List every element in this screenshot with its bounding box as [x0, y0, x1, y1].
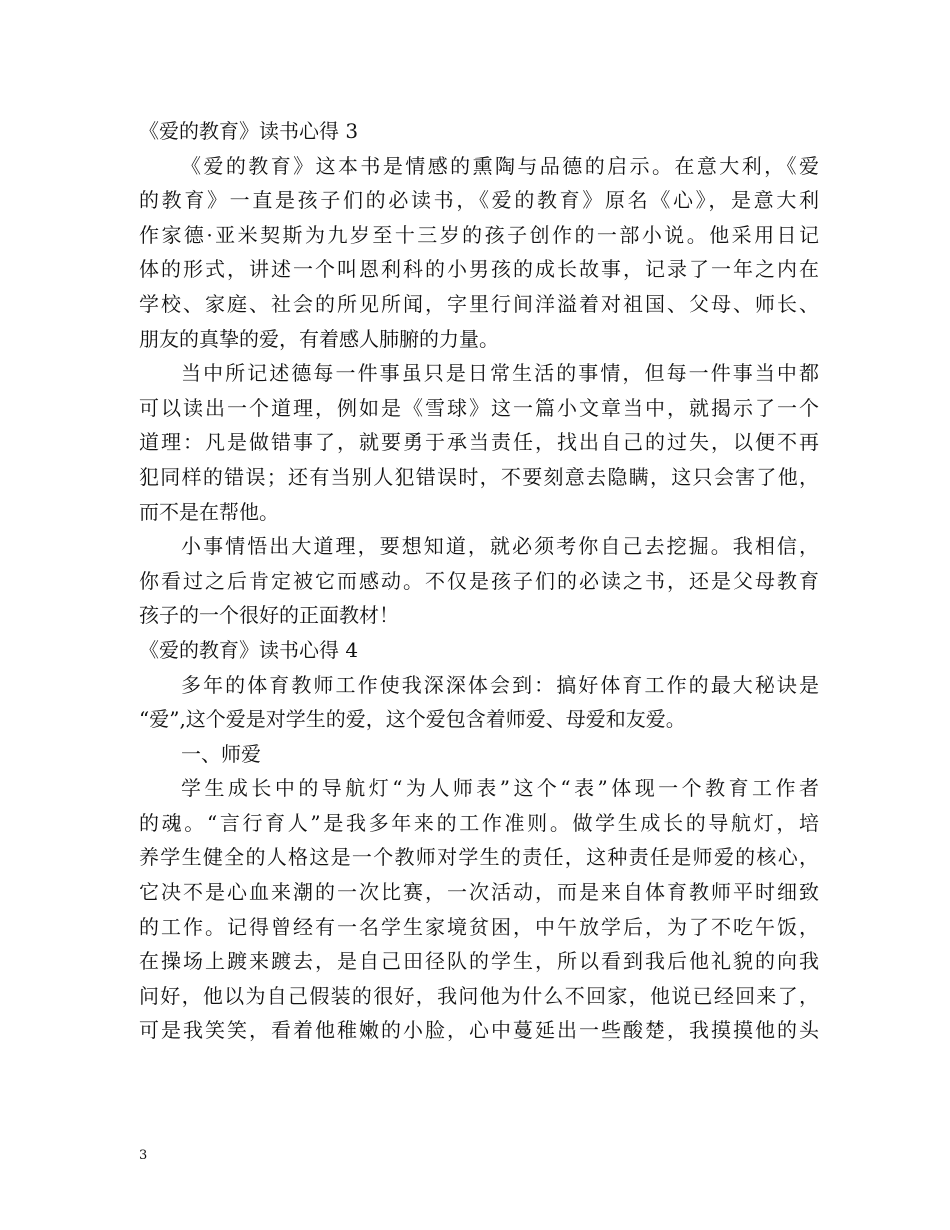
text-line: 小事情悟出大道理，要想知道，就必须考你自己去挖掘。我相信，	[181, 534, 819, 559]
text-line: 的工作。记得曾经有一名学生家境贫困，中午放学后，为了不吃午饭，	[139, 914, 819, 939]
text-line: 它决不是心血来潮的一次比赛，一次活动，而是来自体育教师平时细致	[139, 880, 819, 905]
text-line: 你看过之后肯定被它而感动。不仅是孩子们的必读之书，还是父母教育	[139, 568, 819, 593]
text-line: 体的形式，讲述一个叫恩利科的小男孩的成长故事，记录了一年之内在	[139, 257, 819, 282]
text-line: 养学生健全的人格这是一个教师对学生的责任，这种责任是师爱的核心，	[139, 845, 819, 870]
section-heading: 《爱的教育》读书心得 4	[139, 637, 359, 662]
text-line: “爱”,这个爱是对学生的爱，这个爱包含着师爱、母爱和友爱。	[139, 707, 686, 732]
text-line: 的教育》一直是孩子们的必读书，《爱的教育》原名《心》，是意大利	[139, 188, 819, 213]
text-line: 犯同样的错误；还有当别人犯错误时，不要刻意去隐瞒，这只会害了他，	[139, 464, 819, 489]
text-line: 《爱的教育》这本书是情感的熏陶与品德的启示。在意大利，《爱	[181, 153, 819, 178]
page-number: 3	[139, 1148, 148, 1163]
text-line: 朋友的真挚的爱，有着感人肺腑的力量。	[139, 326, 499, 351]
text-line: 学生成长中的导航灯“为人师表”这个“表”体现一个教育工作者	[181, 776, 819, 801]
text-line: 作家德·亚米契斯为九岁至十三岁的孩子创作的一部小说。他采用日记	[139, 222, 819, 247]
subheading: 一、师爱	[181, 741, 261, 766]
text-line: 问好，他以为自己假装的很好，我问他为什么不回家，他说已经回来了，	[139, 983, 819, 1008]
text-line: 可是我笑笑，看着他稚嫩的小脸，心中蔓延出一些酸楚，我摸摸他的头	[139, 1018, 819, 1043]
section-heading: 《爱的教育》读书心得 3	[139, 119, 359, 143]
text-line: 孩子的一个很好的正面教材！	[139, 603, 399, 628]
text-line: 学校、家庭、社会的所见所闻，字里行间洋溢着对祖国、父母、师长、	[139, 291, 819, 316]
document-body	[139, 114, 819, 1048]
text-line: 的魂。“言行育人”是我多年来的工作准则。做学生成长的导航灯，培	[139, 810, 819, 835]
text-line: 当中所记述德每一件事虽只是日常生活的事情，但每一件事当中都	[181, 361, 819, 386]
text-line: 在操场上踱来踱去，是自己田径队的学生，所以看到我后他礼貌的向我	[139, 949, 819, 974]
text-line: 而不是在帮他。	[139, 499, 279, 524]
text-line: 多年的体育教师工作使我深深体会到：搞好体育工作的最大秘诀是	[181, 672, 819, 697]
text-line: 可以读出一个道理，例如是《雪球》这一篇小文章当中，就揭示了一个	[139, 395, 819, 420]
text-line: 道理：凡是做错事了，就要勇于承当责任，找出自己的过失，以便不再	[139, 430, 819, 455]
